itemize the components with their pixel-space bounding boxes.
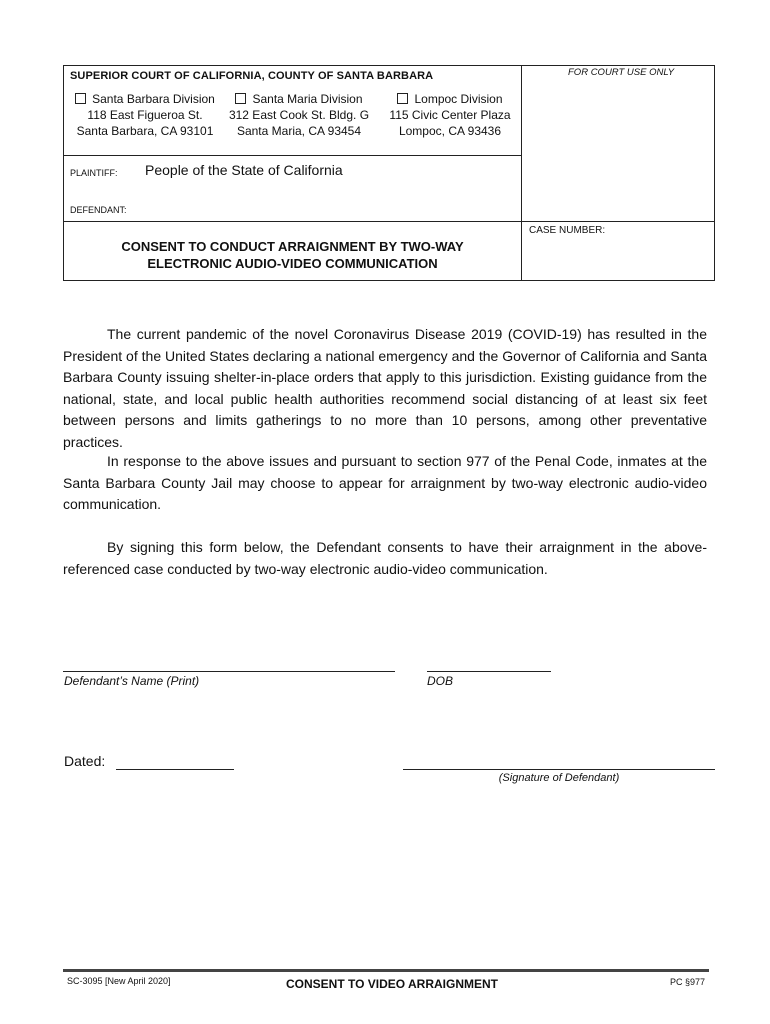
code-reference: PC §977 [670,977,706,987]
case-number-field[interactable] [524,238,712,278]
checkbox[interactable] [75,93,86,104]
checkbox[interactable] [235,93,246,104]
court-use-label: FOR COURT USE ONLY [568,67,675,78]
case-number-label: CASE NUMBER: [529,225,606,236]
paragraph-text: The current pandemic of the novel Coronavirus Disease 2019 (COVID-19) has resulted in the President of the United States declaring a national emergency and the Governor of California and Santa Barbara County issuing shelter-in-place orders that apply to this jurisdiction. Existing guidance from the national, state, and local public health authorities recommend social distancing of at least six feet between persons and limits gatherings to no more than 10 persons, among other preventative practices. [63,326,707,450]
defendant-label: DEFENDANT: [70,205,127,215]
division-city: Santa Maria, CA 93454 [236,124,362,138]
form-title [63,238,522,272]
footer-title: CONSENT TO VIDEO ARRAIGNMENT [286,977,499,991]
division-city: Lompoc, CA 93436 [398,124,502,138]
division-santa-maria[interactable] [224,91,374,139]
form-id: SC-3095 [New April 2020] [67,976,171,986]
divisions-rule [63,155,522,156]
paragraph-penal-code [63,451,707,516]
plaintiff-value[interactable]: People of the State of California [145,162,343,178]
dob-line[interactable] [427,671,551,672]
signature-line[interactable] [403,769,715,770]
footer-rule [63,969,709,972]
dated-line[interactable] [116,769,234,770]
division-name: Santa Maria Division [252,92,363,106]
paragraph-text: In response to the above issues and pursuant to section 977 of the Penal Code, inmates at the Santa Barbara County Jail may choose to appear for arraignment by two-way electronic audio-video communication. [63,453,707,512]
division-name: Lompoc Division [414,92,503,106]
dob-label: DOB [427,674,454,688]
court-name: SUPERIOR COURT OF CALIFORNIA, COUNTY OF SANTA BARBARA [70,70,434,82]
defendant-value[interactable] [145,200,515,217]
paragraph-text: By signing this form below, the Defendant consents to have their arraignment in the above-referenced case conducted by two-way electronic audio-video communication. [63,539,707,577]
division-name: Santa Barbara Division [92,92,215,106]
paragraph-pandemic [63,324,707,453]
form-title-line1: CONSENT TO CONDUCT ARRAIGNMENT BY TWO-WAY [121,239,464,254]
division-street: 118 East Figueroa St. [87,108,203,122]
defendant-name-label: Defendant’s Name (Print) [64,674,200,688]
defendant-name-line[interactable] [63,671,395,672]
checkbox[interactable] [397,93,408,104]
division-lompoc[interactable] [375,91,525,139]
dated-label: Dated: [64,753,106,769]
plaintiff-label: PLAINTIFF: [70,168,118,178]
form-title-line2: ELECTRONIC AUDIO-VIDEO COMMUNICATION [147,256,438,271]
division-street: 115 Civic Center Plaza [389,108,511,122]
division-city: Santa Barbara, CA 93101 [76,124,214,138]
division-street: 312 East Cook St. Bldg. G [228,108,370,122]
signature-label: (Signature of Defendant) [498,772,620,784]
title-rule [63,221,715,222]
paragraph-consent [63,537,707,580]
division-santa-barbara[interactable] [70,91,220,139]
